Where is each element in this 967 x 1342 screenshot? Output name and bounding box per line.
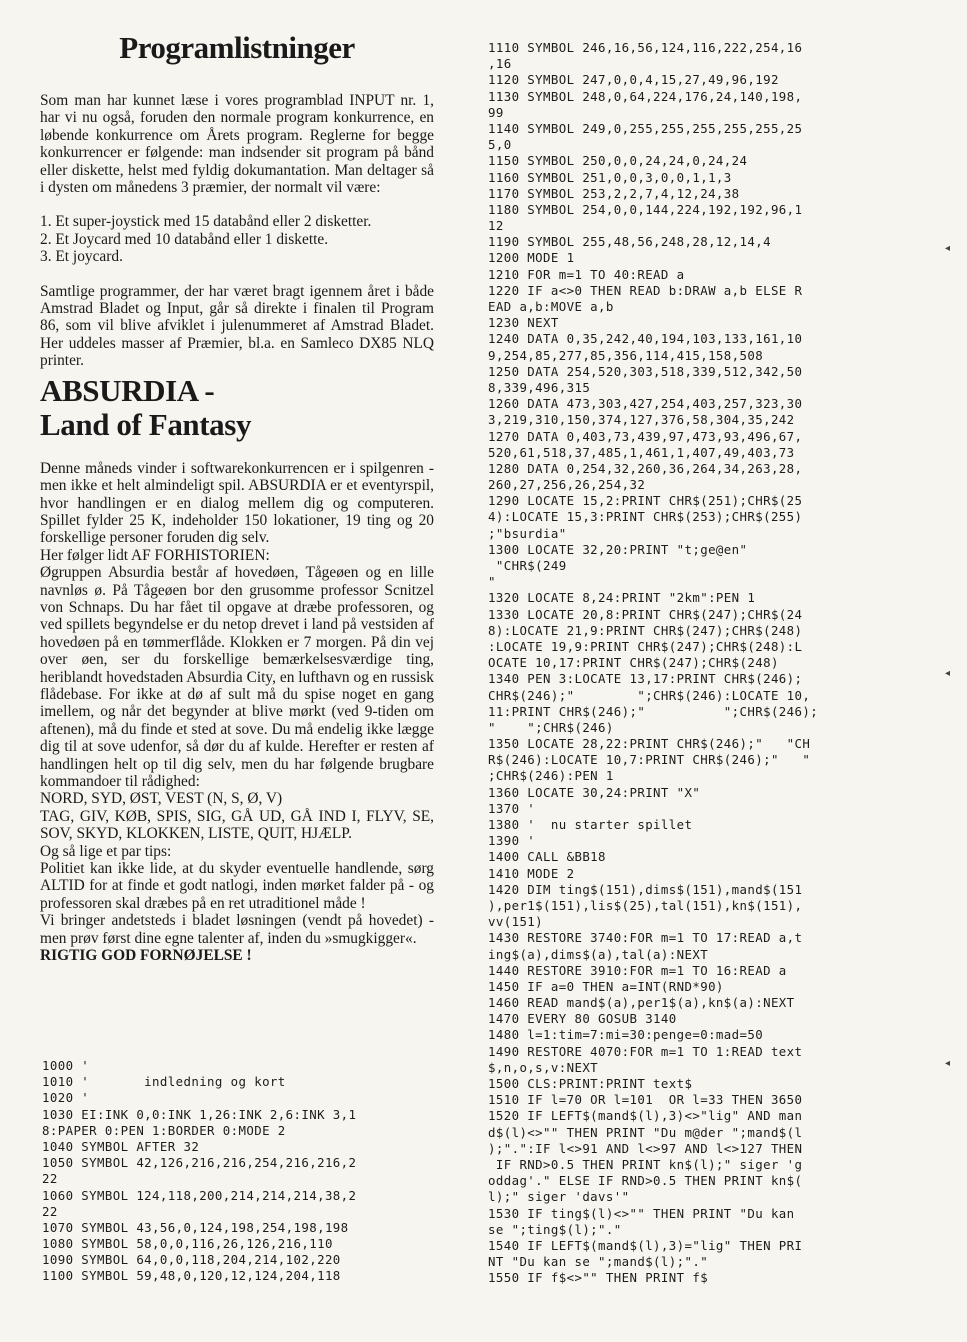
code-line: 8:PAPER 0:PEN 1:BORDER 0:MODE 2: [42, 1122, 286, 1138]
code-line: 1320 LOCATE 8,24:PRINT "2km":PEN 1: [488, 590, 756, 606]
code-line: 1070 SYMBOL 43,56,0,124,198,254,198,198: [42, 1219, 349, 1235]
code-line: 1030 EI:INK 0,0:INK 1,26:INK 2,6:INK 3,1: [42, 1106, 357, 1122]
code-line: IF RND>0.5 THEN PRINT kn$(l);" siger 'g: [488, 1156, 803, 1172]
code-line: 1190 SYMBOL 255,48,56,248,28,12,14,4: [488, 234, 771, 250]
article-commands-actions: TAG, GIV, KØB, SPIS, SIG, GÅ UD, GÅ IND I, FLYV, SE, SOV, SKYD, KLOKKEN, LISTE, QUIT, HJÆLP.: [40, 807, 434, 843]
page-heading: Programlistninger: [119, 30, 355, 65]
code-line: ": [488, 574, 496, 590]
code-line: 1040 SYMBOL AFTER 32: [42, 1138, 200, 1154]
article-p6: Vi bringer andetsteds i bladet løsningen (vendt på hovedet) - men prøv først dine egne talenter af, inden du »smugkigger«.: [40, 912, 434, 947]
code-line: 9,254,85,277,85,356,114,415,158,508: [488, 347, 764, 363]
code-line: 1230 NEXT: [488, 315, 559, 331]
code-line: 1360 LOCATE 30,24:PRINT "X": [488, 784, 701, 800]
code-line: 1490 RESTORE 4070:FOR m=1 TO 1:READ text: [488, 1043, 803, 1059]
code-line: vv(151): [488, 914, 544, 930]
code-line: 1250 DATA 254,520,303,518,339,512,342,50: [488, 363, 803, 379]
code-line: 1130 SYMBOL 248,0,64,224,176,24,140,198,: [488, 88, 803, 104]
code-line: 1440 RESTORE 3910:FOR m=1 TO 16:READ a: [488, 962, 787, 978]
code-line: 5,0: [488, 137, 512, 153]
intro-paragraph: Som man har kunnet læse i vores programblad INPUT nr. 1, har vi nu også, foruden den normale program konkurrence, en løbende konkurrence om Årets program. Reglerne for begge konkurrencer er følgende: man indsender sit program på bånd eller diskette, helst med fyldig dokumantation. Man deltager så i dysten om månedens 3 præmier, der normalt vil være:: [40, 92, 434, 197]
code-line: 1540 IF LEFT$(mand$(l),3)="lig" THEN PRI: [488, 1237, 803, 1253]
code-line: 22: [42, 1171, 58, 1187]
code-line: d$(l)<>"" THEN PRINT "Du m@der ";mand$(l: [488, 1124, 803, 1140]
code-line: 260,27,256,26,254,32: [488, 477, 646, 493]
left-column: [40, 30, 434, 964]
code-line: 1350 LOCATE 28,22:PRINT CHR$(246);" "CH: [488, 736, 811, 752]
code-line: 1090 SYMBOL 64,0,0,118,204,214,102,220: [42, 1252, 341, 1268]
article-title-line2: Land of Fantasy: [40, 406, 252, 442]
code-line: 1100 SYMBOL 59,48,0,120,12,124,204,118: [42, 1268, 341, 1284]
article-p5: Politiet kan ikke lide, at du skyder eventuelle handlende, sørg ALTID for at finde et godt natlogi, inden mørket falder på - og professoren skal dræbes på en ret utraditionel måde !: [40, 860, 434, 912]
article-p1: Denne måneds vinder i softwarekonkurrencen er i spilgenren - men ikke et helt almindeligt spil. ABSURDIA er et eventyrspil, hvor handlingen er en dialog mellem dig og computeren. Spillet fylder 25 K, indeholder 150 lokationer, 19 ting og 20 forskellige personer foruden dig selv.: [40, 459, 434, 547]
code-line: 1420 DIM ting$(151),dims$(151),mand$(151: [488, 881, 803, 897]
code-line: 1380 ' nu starter spillet: [488, 817, 693, 832]
code-line: 1150 SYMBOL 250,0,0,24,24,0,24,24: [488, 153, 748, 169]
code-line: 1060 SYMBOL 124,118,200,214,214,214,38,2: [42, 1187, 357, 1203]
basic-listing-left: [42, 1058, 356, 1285]
code-line: 1140 SYMBOL 249,0,255,255,255,255,255,25: [488, 120, 803, 136]
code-line: 1010 ' indledning og kort: [42, 1074, 286, 1090]
code-line: l);" siger 'davs'": [488, 1189, 630, 1205]
code-line: 1520 IF LEFT$(mand$(l),3)<>"lig" AND man: [488, 1108, 803, 1124]
code-line: 22: [42, 1203, 58, 1219]
code-line: 1450 IF a=0 THEN a=INT(RND*90): [488, 978, 724, 994]
prize-item: 1. Et super-joystick med 15 databånd eller 2 disketter.: [40, 213, 372, 231]
code-line: 1200 MODE 1: [488, 250, 575, 266]
code-line: ;CHR$(246):PEN 1: [488, 768, 614, 784]
code-line: NT "Du kan se ";mand$(l);".": [488, 1254, 709, 1270]
code-line: 1260 DATA 473,303,427,254,403,257,323,30: [488, 396, 803, 412]
article-title: [40, 374, 434, 442]
code-line: 12: [488, 218, 504, 234]
code-line: ing$(a),dims$(a),tal(a):NEXT: [488, 946, 709, 962]
code-line: 1270 DATA 0,403,73,439,97,473,93,496,67,: [488, 428, 803, 444]
margin-arrow-icon: ◂: [945, 668, 951, 679]
code-line: 1080 SYMBOL 58,0,0,116,26,126,216,110: [42, 1236, 333, 1252]
code-line: 1210 FOR m=1 TO 40:READ a: [488, 266, 685, 282]
code-line: 1400 CALL &BB18: [488, 849, 606, 865]
code-line: 8):LOCATE 21,9:PRINT CHR$(247);CHR$(248): [488, 622, 803, 638]
code-line: 1120 SYMBOL 247,0,0,4,15,27,49,96,192: [488, 72, 779, 88]
code-line: ;"bsurdia": [488, 525, 567, 541]
code-line: 1020 ': [42, 1090, 90, 1106]
code-line: 1290 LOCATE 15,2:PRINT CHR$(251);CHR$(25: [488, 493, 803, 509]
code-line: R$(246):LOCATE 10,7:PRINT CHR$(246);" ": [488, 752, 811, 768]
code-line: EAD a,b:MOVE a,b: [488, 299, 614, 314]
code-line: 1160 SYMBOL 251,0,0,3,0,0,1,1,3: [488, 169, 732, 185]
code-line: :LOCATE 19,9:PRINT CHR$(247);CHR$(248):L: [488, 638, 803, 654]
code-line: oddag'." ELSE IF RND>0.5 THEN PRINT kn$(: [488, 1173, 803, 1189]
code-line: );".":IF l<>91 AND l<>97 AND l<>127 THEN: [488, 1140, 803, 1156]
code-line: 1410 MODE 2: [488, 865, 575, 881]
margin-arrow-icon: ◂: [945, 243, 951, 254]
code-line: 1240 DATA 0,35,242,40,194,103,133,161,10: [488, 331, 803, 347]
article-p3: Øgruppen Absurdia består af hovedøen, Tågeøen og en lille navnløs ø. På Tågeøen bor den grusomme professor Scnitzel von Schnaps. Du har fået til opgave at dræbe professoren, og ved spillets begyndelse er du netop drevet i land på vestsiden af hovedøen på en tømmerflåde. Klokken er 7 morgen. På din vej over øen, ser du forskellige bemærkelsesværdige ting, heriblandt hovedstaden Absurdia City, en lufthavn og en russisk flådebase. For ikke at dø af sult må du spise noget en gang imellem, og når det begynder at blive mørkt (ved 9-tiden om aftenen), må du finde et sted at sove. Du må endelig ikke lægge dig til at sove udenfor, så dør du af kulde. Herefter er resten af handlingen helt op til dig selv, men du har følgende brugbare kommandoer til rådighed:: [40, 564, 434, 790]
margin-arrow-icon: ◂: [945, 1058, 951, 1069]
code-line: 1280 DATA 0,254,32,260,36,264,34,263,28,: [488, 460, 803, 476]
code-line: 1170 SYMBOL 253,2,2,7,4,12,24,38: [488, 185, 740, 201]
code-line: $,n,o,s,v:NEXT: [488, 1059, 599, 1075]
code-line: " ";CHR$(246): [488, 719, 614, 735]
code-line: 1050 SYMBOL 42,126,216,216,254,216,216,2: [42, 1155, 357, 1171]
code-line: 8,339,496,315: [488, 379, 591, 395]
code-line: 1370 ': [488, 800, 536, 816]
code-line: 1510 IF l=70 OR l=101 OR l=33 THEN 3650: [488, 1092, 803, 1108]
code-line: ,16: [488, 56, 512, 72]
code-line: OCATE 10,17:PRINT CHR$(247);CHR$(248): [488, 655, 779, 671]
code-line: 1300 LOCATE 32,20:PRINT "t;ge@en": [488, 541, 748, 557]
code-line: 1430 RESTORE 3740:FOR m=1 TO 17:READ a,t: [488, 930, 803, 946]
code-line: 1340 PEN 3:LOCATE 13,17:PRINT CHR$(246);: [488, 671, 803, 687]
code-line: 4):LOCATE 15,3:PRINT CHR$(253);CHR$(255): [488, 509, 803, 525]
code-line: ),per1$(151),lis$(25),tal(151),kn$(151),: [488, 897, 803, 913]
final-paragraph: Samtlige programmer, der har været bragt igennem året i både Amstrad Bladet og Input, går så direkte i finalen til Program 86, som vil blive afviklet i julenummeret af Amstrad Bladet. Her uddeles masser af Præmier, bl.a. en Samleco DX85 NLQ printer.: [40, 282, 434, 370]
code-line: 1530 IF ting$(l)<>"" THEN PRINT "Du kan: [488, 1205, 795, 1221]
article-p7: RIGTIG GOD FORNØJELSE !: [40, 947, 252, 965]
prize-item: 3. Et joycard.: [40, 248, 123, 266]
prize-item: 2. Et Joycard med 10 databånd eller 1 diskette.: [40, 230, 329, 248]
article-commands-directions: NORD, SYD, ØST, VEST (N, S, Ø, V): [40, 790, 283, 808]
code-line: 11:PRINT CHR$(246);" ";CHR$(246);: [488, 703, 819, 719]
basic-listing-right: [488, 40, 928, 1286]
code-line: 99: [488, 104, 504, 120]
code-line: 3,219,310,150,374,127,376,58,304,35,242: [488, 412, 795, 428]
article-p2: Her følger lidt AF FORHISTORIEN:: [40, 546, 270, 564]
code-line: 1110 SYMBOL 246,16,56,124,116,222,254,16: [488, 40, 803, 55]
code-line: 1390 ': [488, 833, 536, 849]
code-line: "CHR$(249: [488, 558, 567, 573]
prize-list: [40, 213, 434, 265]
code-line: 1330 LOCATE 20,8:PRINT CHR$(247);CHR$(24: [488, 606, 803, 622]
code-line: 1220 IF a<>0 THEN READ b:DRAW a,b ELSE R: [488, 282, 803, 298]
article-title-line1: ABSURDIA -: [40, 372, 215, 408]
code-line: 1480 l=1:tim=7:mi=30:penge=0:mad=50: [488, 1027, 764, 1043]
code-line: 1000 ': [42, 1058, 90, 1073]
code-line: 1500 CLS:PRINT:PRINT text$: [488, 1076, 693, 1091]
code-line: CHR$(246);" ";CHR$(246):LOCATE 10,: [488, 687, 811, 703]
code-line: 1460 READ mand$(a),per1$(a),kn$(a):NEXT: [488, 995, 795, 1011]
code-line: 1180 SYMBOL 254,0,0,144,224,192,192,96,1: [488, 201, 803, 217]
code-line: 1470 EVERY 80 GOSUB 3140: [488, 1011, 677, 1027]
code-line: 520,61,518,37,485,1,461,1,407,49,403,73: [488, 444, 795, 460]
code-line: 1550 IF f$<>"" THEN PRINT f$: [488, 1270, 709, 1286]
article-p4: Og så lige et par tips:: [40, 842, 172, 860]
code-line: se ";ting$(l);".": [488, 1221, 622, 1237]
